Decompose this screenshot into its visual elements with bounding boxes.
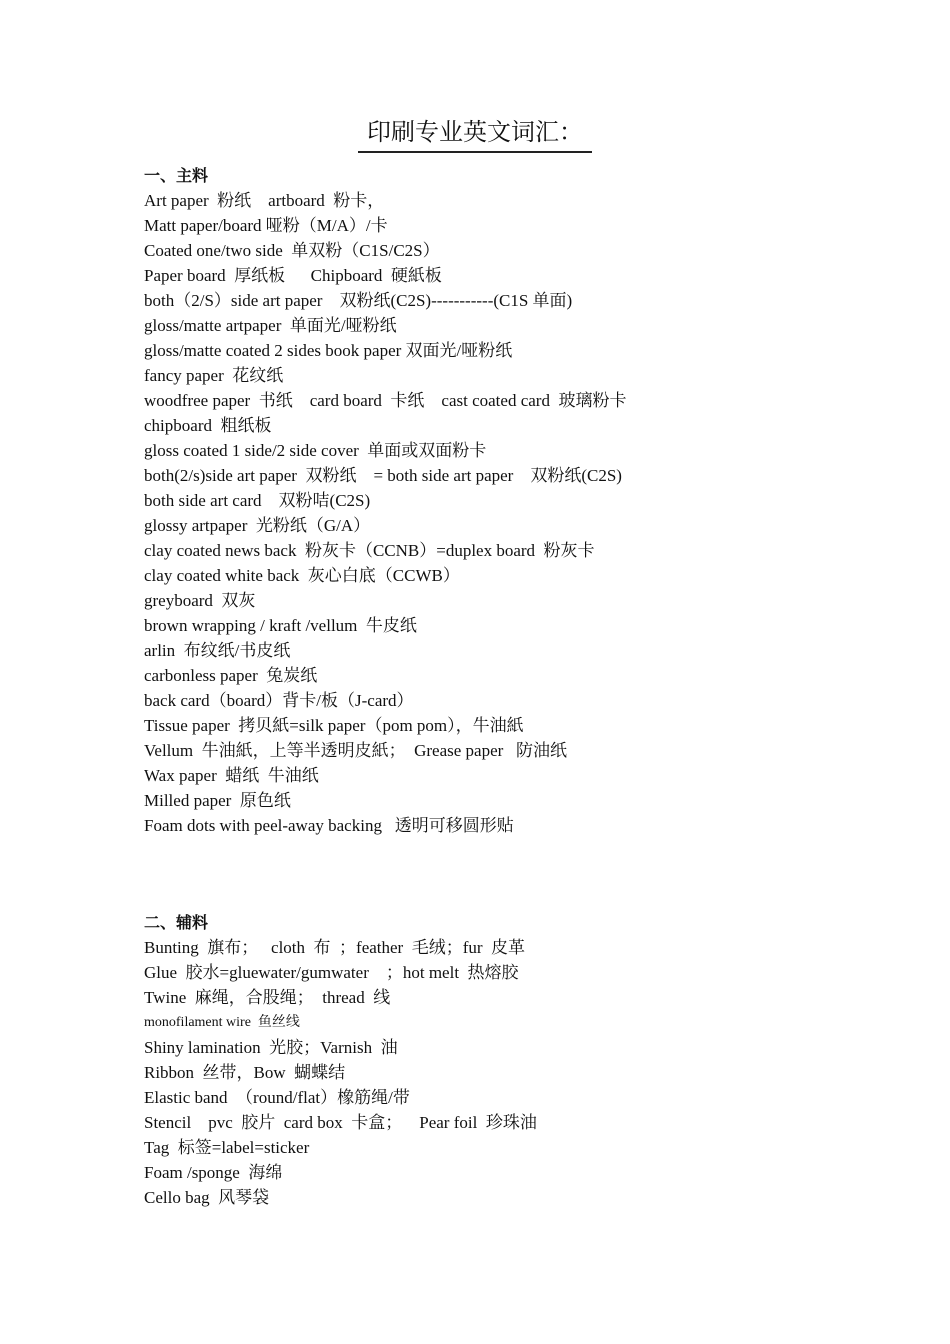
- vocab-line: both side art card 双粉咭(C2S): [144, 491, 371, 510]
- vocab-line: both（2/S）side art paper 双粉纸(C2S)-----------(C1S 单面): [144, 291, 573, 310]
- vocab-line: gloss coated 1 side/2 side cover 单面或双面粉卡: [144, 441, 487, 460]
- vocab-line: both(2/s)side art paper 双粉纸 = both side art paper 双粉纸(C2S): [144, 466, 622, 485]
- vocab-line: Vellum 牛油紙，上等半透明皮紙； Grease paper 防油纸: [144, 741, 568, 760]
- document-title: 印刷专业英文词汇：: [367, 120, 583, 146]
- vocab-line: greyboard 双灰: [144, 591, 256, 610]
- section-main-materials: [144, 163, 626, 838]
- vocab-line: Ribbon 丝带，Bow 蝴蝶结: [144, 1063, 346, 1082]
- vocab-line: Milled paper 原色纸: [144, 791, 291, 810]
- title-underline: [358, 151, 592, 153]
- vocab-line: Coated one/two side 单双粉（C1S/C2S）: [144, 241, 440, 260]
- vocab-line: monofilament wire 鱼丝线: [144, 1015, 300, 1030]
- vocab-line: clay coated news back 粉灰卡（CCNB）=duplex board 粉灰卡: [144, 541, 595, 560]
- vocab-line: Foam dots with peel-away backing 透明可移圆形贴: [144, 816, 514, 835]
- vocab-line: Cello bag 风琴袋: [144, 1188, 270, 1207]
- vocab-line: carbonless paper 兔炭纸: [144, 666, 318, 685]
- vocab-line: Shiny lamination 光胶；Varnish 油: [144, 1038, 398, 1057]
- section-heading: 一、主料: [144, 166, 209, 185]
- vocab-line: fancy paper 花纹纸: [144, 366, 284, 385]
- section-auxiliary-materials: [144, 910, 537, 1210]
- vocab-line: Elastic band （round/flat）橡筋绳/带: [144, 1088, 410, 1107]
- vocab-line: glossy artpaper 光粉纸（G/A）: [144, 516, 371, 535]
- vocab-line: back card（board）背卡/板（J-card）: [144, 691, 414, 710]
- section-heading: 二、辅料: [144, 913, 209, 932]
- vocab-line: Paper board 厚纸板 Chipboard 硬紙板: [144, 266, 442, 285]
- vocab-line: Art paper 粉纸 artboard 粉卡，: [144, 191, 385, 210]
- vocab-line: gloss/matte coated 2 sides book paper 双面光/哑粉纸: [144, 341, 513, 360]
- vocab-line: woodfree paper 书纸 card board 卡纸 cast coated card 玻璃粉卡: [144, 391, 627, 410]
- vocab-line: Bunting 旗布； cloth 布 ；feather 毛绒；fur 皮革: [144, 938, 526, 957]
- vocab-line: Stencil pvc 胶片 card box 卡盒； Pear foil 珍珠油: [144, 1113, 537, 1132]
- vocab-line: Wax paper 蜡纸 牛油纸: [144, 766, 319, 785]
- vocab-line: chipboard 粗纸板: [144, 416, 272, 435]
- vocab-line: Twine 麻绳，合股绳； thread 线: [144, 988, 391, 1007]
- vocab-line: arlin 布纹纸/书皮纸: [144, 641, 291, 660]
- vocab-line: Tissue paper 拷贝紙=silk paper（pom pom），牛油紙: [144, 716, 524, 735]
- vocab-line: Foam /sponge 海绵: [144, 1163, 283, 1182]
- vocab-line: Tag 标签=label=sticker: [144, 1138, 310, 1157]
- vocab-line: Glue 胶水=gluewater/gumwater ；hot melt 热熔胶: [144, 963, 519, 982]
- vocab-line: clay coated white back 灰心白底（CCWB）: [144, 566, 460, 585]
- vocab-line: Matt paper/board 哑粉（M/A）/卡: [144, 216, 388, 235]
- vocab-line: gloss/matte artpaper 单面光/哑粉纸: [144, 316, 397, 335]
- vocab-line: brown wrapping / kraft /vellum 牛皮纸: [144, 616, 417, 635]
